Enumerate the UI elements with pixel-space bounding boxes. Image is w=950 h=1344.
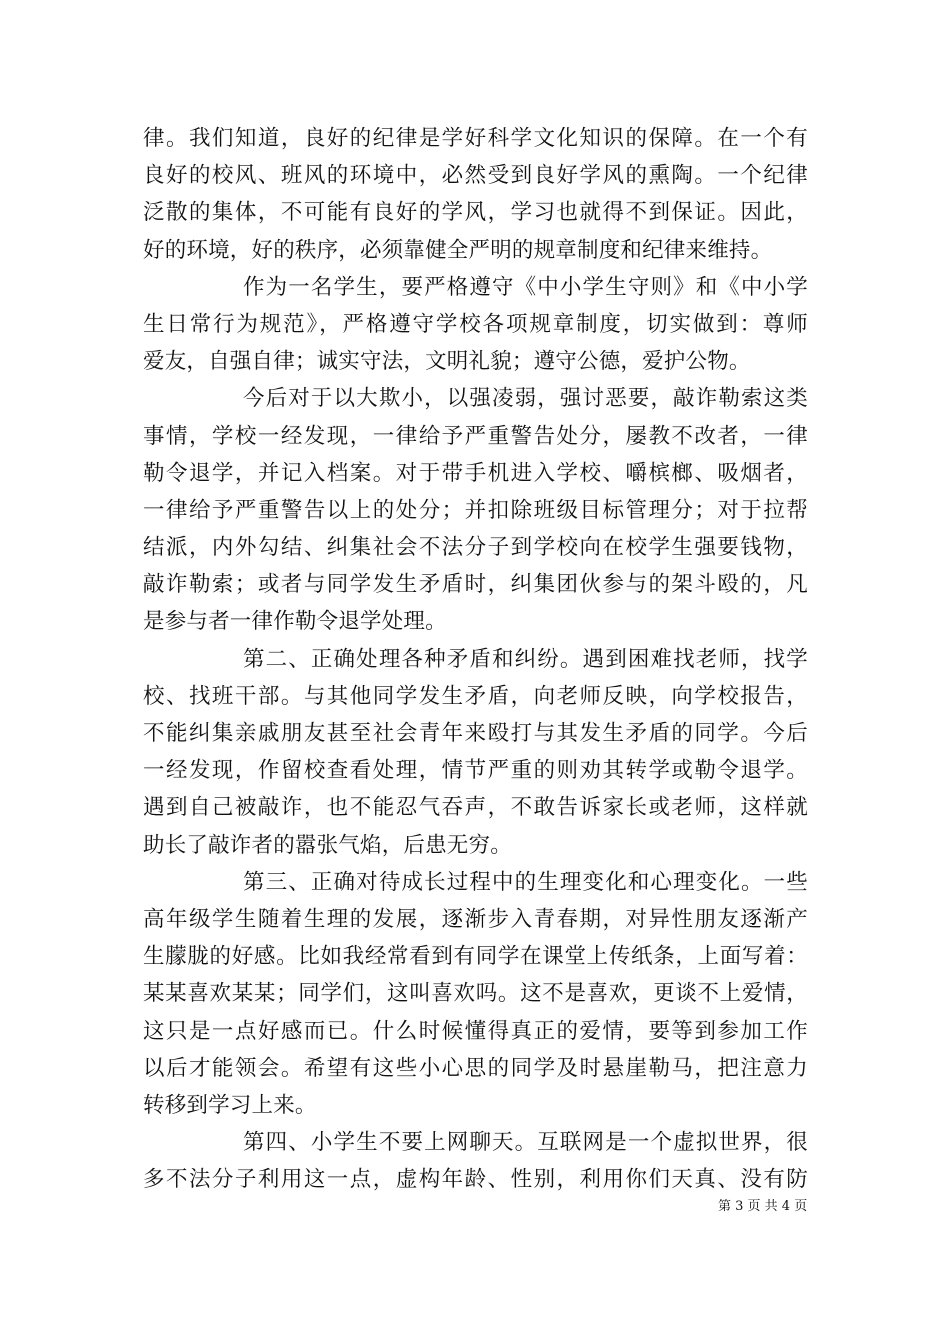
text-line: 泛散的集体，不可能有良好的学风，学习也就得不到保证。因此， <box>143 200 808 226</box>
text-line: 事情，学校一经发现，一律给予严重警告处分，屡教不改者，一律 <box>143 423 808 449</box>
text-line: 爱友，自强自律；诚实守法，文明礼貌；遵守公德，爱护公物。 <box>143 349 751 375</box>
text-line: 遇到自己被敲诈，也不能忍气吞声，不敢告诉家长或老师，这样就 <box>143 795 808 821</box>
text-line: 律。我们知道，良好的纪律是学好科学文化知识的保障。在一个有 <box>143 126 808 151</box>
text-line: 是参与者一律作勒令退学处理。 <box>143 609 447 635</box>
text-line: 多不法分子利用这一点，虚构年龄、性别，利用你们天真、没有防 <box>143 1167 808 1193</box>
text-line: 良好的校风、班风的环境中，必然受到良好学风的熏陶。一个纪律 <box>143 163 808 189</box>
text-line: 一律给予严重警告以上的处分；并扣除班级目标管理分；对于拉帮 <box>143 497 808 523</box>
text-line: 一经发现，作留校查看处理，情节严重的则劝其转学或勒令退学。 <box>143 758 808 784</box>
body-text <box>143 120 808 1198</box>
text-line: 校、找班干部。与其他同学发生矛盾，向老师反映，向学校报告， <box>143 683 808 709</box>
text-line: 敲诈勒索；或者与同学发生矛盾时，纠集团伙参与的架斗殴的，凡 <box>143 572 808 598</box>
text-line: 助长了敲诈者的嚣张气焰，后患无穷。 <box>143 832 512 858</box>
paragraph-first-line: 第二、正确处理各种矛盾和纠纷。遇到困难找老师，找学 <box>243 646 808 672</box>
paragraph-first-line: 作为一名学生，要严格遵守《中小学生守则》和《中小学 <box>243 274 808 300</box>
text-line: 生日常行为规范》，严格遵守学校各项规章制度，切实做到：尊师 <box>143 311 808 337</box>
text-line: 好的环境，好的秩序，必须靠健全严明的规章制度和纪律来维持。 <box>143 237 773 263</box>
paragraph-first-line: 第四、小学生不要上网聊天。互联网是一个虚拟世界，很 <box>243 1130 808 1156</box>
paragraph-first-line: 第三、正确对待成长过程中的生理变化和心理变化。一些 <box>243 869 808 895</box>
page-number-footer: 第 3 页 共 4 页 <box>718 1199 808 1214</box>
text-line: 转移到学习上来。 <box>143 1092 317 1118</box>
text-line: 这只是一点好感而已。什么时候懂得真正的爱情，要等到参加工作 <box>143 1018 808 1044</box>
text-line: 高年级学生随着生理的发展，逐渐步入青春期，对异性朋友逐渐产 <box>143 906 808 932</box>
text-line: 某某喜欢某某；同学们，这叫喜欢吗。这不是喜欢，更谈不上爱情， <box>143 981 808 1007</box>
text-line: 以后才能领会。希望有这些小心思的同学及时悬崖勒马，把注意力 <box>143 1055 808 1081</box>
text-line: 结派，内外勾结、纠集社会不法分子到学校向在校学生强要钱物， <box>143 535 808 561</box>
paragraph-first-line: 今后对于以大欺小，以强凌弱，强讨恶要，敲诈勒索这类 <box>243 386 808 412</box>
text-line: 生朦胧的好感。比如我经常看到有同学在课堂上传纸条，上面写着： <box>143 944 808 970</box>
text-line: 不能纠集亲戚朋友甚至社会青年来殴打与其发生矛盾的同学。今后 <box>143 721 808 746</box>
text-line: 勒令退学，并记入档案。对于带手机进入学校、嚼槟榔、吸烟者， <box>143 460 808 486</box>
